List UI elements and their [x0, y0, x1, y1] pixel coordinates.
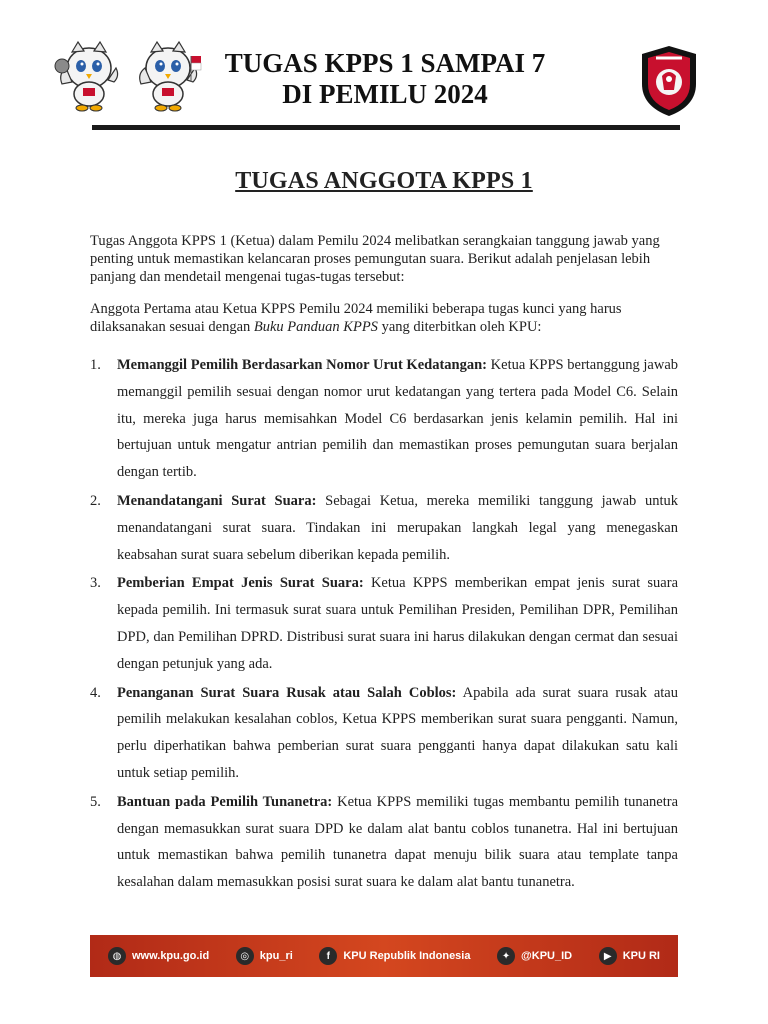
title-line-1: TUGAS KPPS 1 SAMPAI 7	[224, 48, 546, 78]
list-item: 4. Penanganan Surat Suara Rusak atau Salah Coblos: Apabila ada surat suara rusak atau pemilih melakukan kesalahan coblos, Ketua KPPS memberikan surat suara pengganti. Namun, perlu diperhatikan bahwa pemberian surat suara pengganti hanya dapat dilakukan satu kali untuk setiap pemilih.	[90, 684, 678, 781]
youtube-icon: ▶	[599, 947, 617, 965]
globe-icon: ◍	[108, 947, 126, 965]
list-item: 5. Bantuan pada Pemilih Tunanetra: Ketua KPPS memiliki tugas membantu pemilih tunanetra dengan memasukkan surat suara DPD ke dalam alat bantu coblos tunanetra. Hal ini bertujuan untuk memastikan bahwa pemilih tunanetra dapat menuju bilik suara atau template tanpa kesalahan dalam memasukkan posisi surat suara ke dalam alat bantu tunanetra.	[90, 793, 678, 891]
intro-paragraph-2: Anggota Pertama atau Ketua KPPS Pemilu 2024 memiliki beberapa tugas kunci yang harus dilaksanakan sesuai dengan Buku Panduan KPPS yang diterbitkan oleh KPU:	[90, 301, 622, 335]
mascot-icon	[133, 38, 203, 114]
twitter-icon: ✦	[497, 947, 515, 965]
document-title: TUGAS ANGGOTA KPPS 1	[235, 168, 533, 194]
page-header	[0, 0, 768, 135]
mascot-icon	[54, 38, 124, 114]
list-item: 1. Memanggil Pemilih Berdasarkan Nomor Urut Kedatangan: Ketua KPPS bertanggung jawab memanggil pemilih sesuai dengan nomor urut kedatangan yang tertera pada Model C6. Selain itu, mereka juga harus memisahkan Model C6 berdasarkan jenis kelamin pemilih. Hal ini bertujuan untuk mengatur antrian pemilih dan memastikan proses pemungutan suara berjalan dengan tertib.	[90, 357, 679, 481]
footer-twitter-link[interactable]: ✦ @KPU_ID	[497, 947, 572, 965]
title-line-2: DI PEMILU 2024	[282, 79, 488, 109]
task-title: Menandatangani Surat Suara:	[117, 492, 317, 509]
task-title: Penanganan Surat Suara Rusak atau Salah Coblos:	[117, 684, 457, 701]
task-text: Ketua KPPS memberikan empat jenis surat suara kepada pemilih. Ini termasuk surat suara untuk Pemilihan Presiden, Pemilihan DPR, Pemilihan DPD, dan Pemilihan DPRD. Distribusi surat suara ini harus dilakukan dengan cermat dan sesuai dengan petunjuk yang ada.	[117, 575, 679, 672]
intro-paragraph: Tugas Anggota KPPS 1 (Ketua) dalam Pemilu 2024 melibatkan serangkaian tanggung jawab yang penting untuk memastikan kelancaran proses pemungutan suara. Berikut adalah penjelasan lebih panjang dan mendetail mengenai tugas-tugas tersebut:	[90, 233, 660, 285]
footer-website-link[interactable]: ◍ www.kpu.go.id	[108, 947, 209, 965]
task-text: Sebagai Ketua, mereka memiliki tanggung jawab untuk menandatangani surat suara. Tindakan ini merupakan langkah legal yang menegaskan keabsahan surat suara sebelum diberikan kepada pemilih.	[117, 492, 678, 563]
task-text: Apabila ada surat suara rusak atau pemilih melakukan kesalahan coblos, Ketua KPPS memberikan surat suara pengganti. Namun, perlu diperhatikan bahwa pemberian surat suara pengganti hanya dapat dilakukan satu kali untuk setiap pemilih.	[117, 684, 678, 781]
task-title: Bantuan pada Pemilih Tunanetra:	[117, 793, 333, 810]
header-divider	[92, 125, 680, 130]
footer-instagram-link[interactable]: ◎ kpu_ri	[236, 947, 293, 965]
manual-title: Buku Panduan KPPS	[253, 319, 378, 335]
task-title: Memanggil Pemilih Berdasarkan Nomor Urut Kedatangan:	[117, 357, 488, 373]
task-text: Ketua KPPS bertanggung jawab memanggil pemilih sesuai dengan nomor urut kedatangan yang tertera pada Model C6. Selain itu, mereka juga harus memisahkan Model C6 berdasarkan jenis kelamin pemilih. Hal ini bertujuan untuk mengatur antrian pemilih dan memastikan proses pemungutan suara berjalan dengan tertib.	[117, 357, 679, 481]
footer-social-bar	[90, 935, 678, 977]
list-item: 2. Menandatangani Surat Suara: Sebagai Ketua, mereka memiliki tanggung jawab untuk menandatangani surat suara. Tindakan ini merupakan langkah legal yang menegaskan keabsahan surat suara sebelum diberikan kepada pemilih.	[90, 492, 678, 563]
list-item: 3. Pemberian Empat Jenis Surat Suara: Ketua KPPS memberikan empat jenis surat suara kepada pemilih. Ini termasuk surat suara untuk Pemilihan Presiden, Pemilihan DPR, Pemilihan DPD, dan Pemilihan DPRD. Distribusi surat suara ini harus dilakukan dengan cermat dan sesuai dengan petunjuk yang ada.	[90, 575, 679, 672]
instagram-icon: ◎	[236, 947, 254, 965]
task-title: Pemberian Empat Jenis Surat Suara:	[117, 575, 364, 592]
task-text: Ketua KPPS memiliki tugas membantu pemilih tunanetra dengan memasukkan surat suara DPD ke dalam alat bantu coblos tunanetra. Hal ini bertujuan untuk memastikan bahwa pemilih tunanetra dapat menuju bilik suara atau template tanpa kesalahan dalam memasukkan posisi surat suara ke dalam alat bantu tunanetra.	[117, 793, 678, 891]
facebook-icon: f	[319, 947, 337, 965]
footer-facebook-link[interactable]: f KPU Republik Indonesia	[319, 947, 470, 965]
kpu-logo-icon	[638, 44, 700, 118]
page-title	[200, 48, 570, 110]
footer-youtube-link[interactable]: ▶ KPU RI	[599, 947, 660, 965]
task-list	[90, 352, 678, 896]
document-body	[90, 232, 678, 898]
